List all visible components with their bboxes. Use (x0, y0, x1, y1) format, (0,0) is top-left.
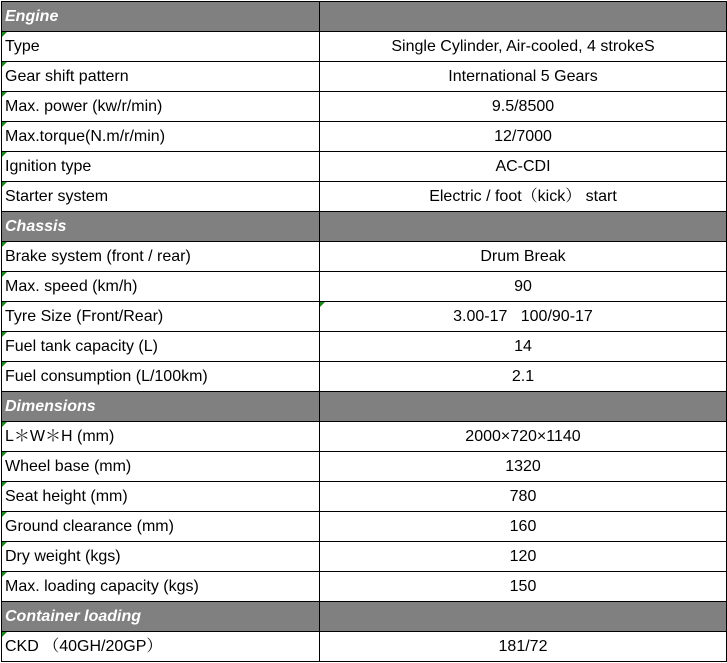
section-blank-cell (320, 602, 727, 632)
spec-value: 2000×720×1140 (320, 422, 727, 452)
spec-value: Single Cylinder, Air-cooled, 4 strokeS (320, 32, 727, 62)
spec-value (320, 302, 727, 332)
spec-row (2, 512, 727, 542)
section-title: Chassis (2, 212, 320, 242)
spec-label: Wheel base (mm) (2, 452, 320, 482)
spec-row (2, 422, 727, 452)
spec-label: Fuel consumption (L/100km) (2, 362, 320, 392)
spec-label: Fuel tank capacity (L) (2, 332, 320, 362)
cell-comment-marker (2, 122, 7, 127)
spec-label: Tyre Size (Front/Rear) (2, 302, 320, 332)
spec-label: Gear shift pattern (2, 62, 320, 92)
spec-row (2, 152, 727, 182)
spec-label: L＊W＊H (mm) (2, 422, 320, 452)
cell-comment-marker (2, 242, 7, 247)
spec-value: 780 (320, 482, 727, 512)
section-header-chassis (2, 212, 727, 242)
spec-label: Max. loading capacity (kgs) (2, 572, 320, 602)
cell-comment-marker (2, 482, 7, 487)
section-title: Container loading (2, 602, 320, 632)
spec-row (2, 632, 727, 662)
cell-comment-marker (2, 302, 7, 307)
spec-label: Brake system (front / rear) (2, 242, 320, 272)
cell-comment-marker (2, 452, 7, 457)
cell-comment-marker (2, 632, 7, 637)
cell-comment-marker (2, 362, 7, 367)
cell-comment-marker (2, 62, 7, 67)
cell-comment-marker (2, 572, 7, 577)
spec-value: 150 (320, 572, 727, 602)
spec-value: 9.5/8500 (320, 92, 727, 122)
spec-label: Dry weight (kgs) (2, 542, 320, 572)
spec-value-text: 3.00-17 100/90-17 (453, 308, 593, 325)
spec-row (2, 32, 727, 62)
cell-comment-marker (2, 332, 7, 337)
spec-value: Drum Break (320, 242, 727, 272)
spec-row (2, 482, 727, 512)
section-header-engine (2, 2, 727, 32)
cell-comment-marker (2, 32, 7, 37)
spec-row (2, 62, 727, 92)
spec-label: Max. power (kw/r/min) (2, 92, 320, 122)
cell-comment-marker (2, 182, 7, 187)
spec-row (2, 332, 727, 362)
spec-value: AC-CDI (320, 152, 727, 182)
spec-value: 181/72 (320, 632, 727, 662)
spec-label: Max.torque(N.m/r/min) (2, 122, 320, 152)
spec-label: Ignition type (2, 152, 320, 182)
section-blank-cell (320, 392, 727, 422)
cell-comment-marker (320, 302, 325, 307)
cell-comment-marker (2, 152, 7, 157)
cell-comment-marker (2, 272, 7, 277)
spec-value: International 5 Gears (320, 62, 727, 92)
spec-label: CKD （40GH/20GP） (2, 632, 320, 662)
spec-row (2, 542, 727, 572)
spec-label: Max. speed (km/h) (2, 272, 320, 302)
section-title: Engine (2, 2, 320, 32)
spec-value: 1320 (320, 452, 727, 482)
cell-comment-marker (2, 512, 7, 517)
section-blank-cell (320, 212, 727, 242)
spec-row (2, 362, 727, 392)
cell-comment-marker (2, 542, 7, 547)
spec-value: 14 (320, 332, 727, 362)
section-title: Dimensions (2, 392, 320, 422)
spec-row (2, 452, 727, 482)
section-header-dimensions (2, 392, 727, 422)
spec-sheet (0, 1, 727, 663)
spec-value: 90 (320, 272, 727, 302)
spec-label: Starter system (2, 182, 320, 212)
spec-row (2, 92, 727, 122)
spec-label: Type (2, 32, 320, 62)
cell-comment-marker (2, 422, 7, 427)
spec-value: 12/7000 (320, 122, 727, 152)
spec-row (2, 302, 727, 332)
spec-value: Electric / foot（kick） start (320, 182, 727, 212)
spec-table (1, 1, 727, 662)
cell-comment-marker (2, 92, 7, 97)
spec-row (2, 272, 727, 302)
spec-label: Ground clearance (mm) (2, 512, 320, 542)
spec-row (2, 242, 727, 272)
spec-value: 120 (320, 542, 727, 572)
spec-value: 160 (320, 512, 727, 542)
section-blank-cell (320, 2, 727, 32)
spec-value: 2.1 (320, 362, 727, 392)
spec-row (2, 572, 727, 602)
section-header-container-loading (2, 602, 727, 632)
spec-row (2, 122, 727, 152)
spec-row (2, 182, 727, 212)
spec-label: Seat height (mm) (2, 482, 320, 512)
